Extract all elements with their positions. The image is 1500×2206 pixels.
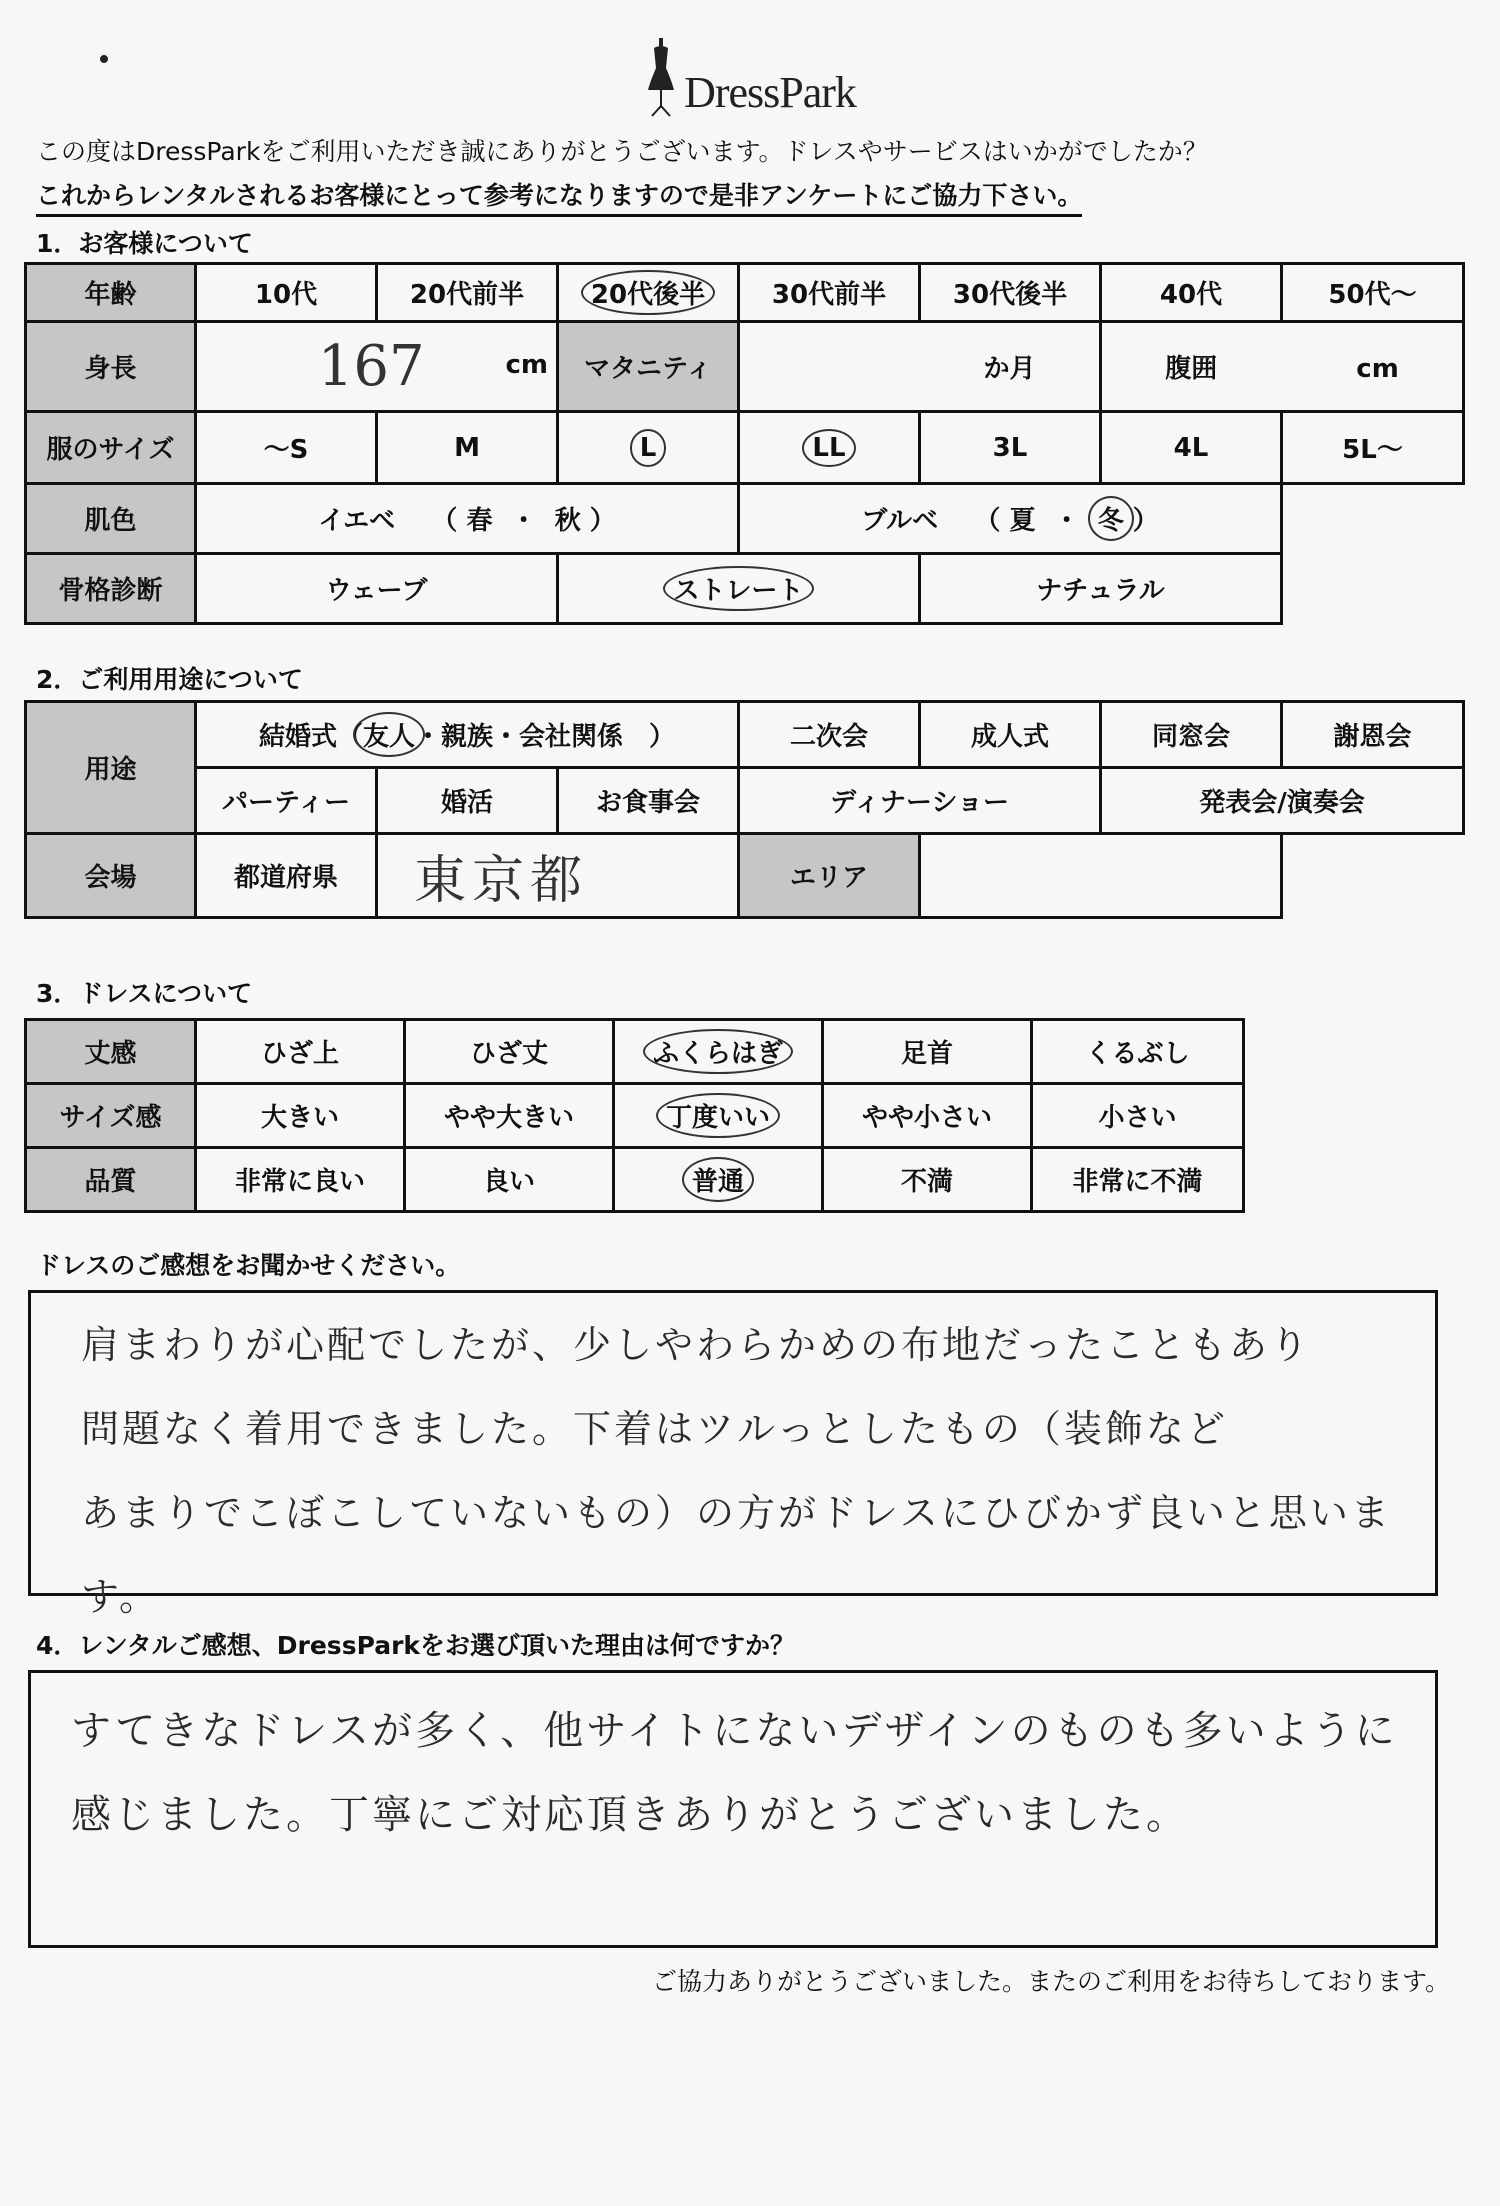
size-row xyxy=(26,412,1464,484)
paren: （ xyxy=(974,506,1001,536)
skin-yellow-label: イエベ xyxy=(318,506,396,536)
age-label: 年齢 xyxy=(26,264,196,322)
usage-row-2 xyxy=(26,768,1464,834)
usage-option[interactable]: 同窓会 xyxy=(1101,702,1282,768)
skin-row xyxy=(26,484,1464,554)
area-label: エリア xyxy=(739,834,920,918)
wedding-rest: ・親族・会社関係 ） xyxy=(415,722,676,752)
quality-label: 品質 xyxy=(26,1148,196,1212)
customer-table xyxy=(24,262,1465,625)
usage-wedding[interactable] xyxy=(196,702,739,768)
skin-option[interactable]: 夏 xyxy=(1009,506,1036,536)
paren: （ xyxy=(431,506,458,536)
size-option[interactable]: 5L～ xyxy=(1282,412,1464,484)
fit-selected-mark: 丁度いい xyxy=(666,1097,770,1134)
fit-option[interactable]: やや小さい xyxy=(823,1084,1032,1148)
quality-row xyxy=(26,1148,1244,1212)
age-option[interactable]: 30代前半 xyxy=(739,264,920,322)
waist-field[interactable] xyxy=(1101,322,1464,412)
usage-option[interactable]: 成人式 xyxy=(920,702,1101,768)
prefecture-field[interactable] xyxy=(377,834,739,918)
age-option-selected[interactable] xyxy=(558,264,739,322)
skin-option[interactable]: 秋 xyxy=(554,506,581,536)
impression-box[interactable] xyxy=(28,1290,1438,1619)
length-selected-mark: ふくらはぎ xyxy=(653,1033,783,1070)
quality-option[interactable]: 不満 xyxy=(823,1148,1032,1212)
prefecture-label: 都道府県 xyxy=(196,834,377,918)
usage-option[interactable]: 謝恩会 xyxy=(1282,702,1464,768)
age-selected-mark: 20代後半 xyxy=(591,274,705,311)
usage-label: 用途 xyxy=(26,702,196,834)
venue-row xyxy=(26,834,1464,918)
usage-option-selected[interactable]: 友人 xyxy=(363,716,415,753)
section-4-title: 4．レンタルご感想、DressParkをお選び頂いた理由は何ですか？ xyxy=(36,1631,796,1660)
skin-blue[interactable] xyxy=(739,484,1282,554)
usage-option[interactable]: 婚活 xyxy=(377,768,558,834)
fit-option[interactable]: 大きい xyxy=(196,1084,405,1148)
age-row xyxy=(26,264,1464,322)
quality-option[interactable]: 良い xyxy=(405,1148,614,1212)
skin-option[interactable]: 春 xyxy=(466,506,493,536)
footer-thanks: ご協力ありがとうございました。またのご利用をお待ちしております。 xyxy=(651,1967,1450,1996)
size-option[interactable]: 4L xyxy=(1101,412,1282,484)
size-option-selected[interactable] xyxy=(739,412,920,484)
usage-option[interactable]: 発表会/演奏会 xyxy=(1101,768,1464,834)
impression-line: 問題なく着用できました。下着はツルっとしたもの（装飾など xyxy=(81,1407,1228,1451)
section-3-title: 3．ドレスについて xyxy=(36,979,253,1008)
dress-mannequin-icon xyxy=(644,38,678,118)
separator: ・ xyxy=(510,506,537,536)
maternity-field[interactable] xyxy=(739,322,1101,412)
fit-option[interactable]: 小さい xyxy=(1032,1084,1244,1148)
frame-selected-mark: ストレート xyxy=(673,570,803,607)
usage-option[interactable]: 二次会 xyxy=(739,702,920,768)
frame-option-selected[interactable] xyxy=(558,554,920,624)
frame-label: 骨格診断 xyxy=(26,554,196,624)
size-label: 服のサイズ xyxy=(26,412,196,484)
skin-label: 肌色 xyxy=(26,484,196,554)
length-option[interactable]: 足首 xyxy=(823,1020,1032,1084)
height-value: 167 xyxy=(317,334,425,399)
reason-line: 感じました。丁寧にご対応頂きありがとうございました。 xyxy=(71,1792,1189,1838)
usage-option[interactable]: お食事会 xyxy=(558,768,739,834)
paren: ） xyxy=(1132,506,1159,536)
brand-name: DressPark xyxy=(684,68,856,117)
dress-table xyxy=(24,1018,1245,1213)
intro-line-2: これからレンタルされるお客様にとって参考になりますので是非アンケートにご協力下さい。 xyxy=(36,176,1082,217)
skin-yellow[interactable] xyxy=(196,484,739,554)
size-option-selected[interactable] xyxy=(558,412,739,484)
maternity-unit: か月 xyxy=(983,354,1036,384)
usage-option[interactable]: パーティー xyxy=(196,768,377,834)
fit-option[interactable]: やや大きい xyxy=(405,1084,614,1148)
impression-line: あまりでこぼこしていないもの）の方がドレスにひびかず良いと思います。 xyxy=(81,1491,1392,1619)
impression-line: 肩まわりが心配でしたが、少しやわらかめの布地だったこともあり xyxy=(81,1323,1312,1367)
skin-option-selected[interactable]: 冬 xyxy=(1098,500,1124,537)
length-option[interactable]: くるぶし xyxy=(1032,1020,1244,1084)
venue-label: 会場 xyxy=(26,834,196,918)
area-field[interactable] xyxy=(920,834,1282,918)
frame-option[interactable]: ナチュラル xyxy=(920,554,1282,624)
usage-table xyxy=(24,700,1465,919)
impression-title: ドレスのご感想をお聞かせください。 xyxy=(36,1251,461,1280)
waist-unit: cm xyxy=(1356,354,1399,384)
fit-label: サイズ感 xyxy=(26,1084,196,1148)
section-1-title: 1．お客様について xyxy=(36,229,253,258)
age-option[interactable]: 20代前半 xyxy=(377,264,558,322)
skin-blue-label: ブルベ xyxy=(861,506,939,536)
length-option[interactable]: ひざ丈 xyxy=(405,1020,614,1084)
quality-option[interactable]: 非常に不満 xyxy=(1032,1148,1244,1212)
size-selected-mark: LL xyxy=(812,432,846,463)
length-label: 丈感 xyxy=(26,1020,196,1084)
frame-row xyxy=(26,554,1464,624)
wedding-label: 結婚式（ xyxy=(258,722,363,752)
height-field[interactable] xyxy=(196,322,558,412)
size-option[interactable]: 3L xyxy=(920,412,1101,484)
maternity-label: マタニティ xyxy=(558,322,739,412)
separator: ・ xyxy=(1053,506,1080,536)
usage-row-1 xyxy=(26,702,1464,768)
usage-option[interactable]: ディナーショー xyxy=(739,768,1101,834)
reason-box[interactable] xyxy=(28,1670,1438,1948)
quality-option-selected[interactable] xyxy=(614,1148,823,1212)
paren: ） xyxy=(589,506,616,536)
empty-cell xyxy=(1282,484,1464,554)
height-unit: cm xyxy=(505,350,548,380)
length-option[interactable]: ひざ上 xyxy=(196,1020,405,1084)
length-option-selected[interactable] xyxy=(614,1020,823,1084)
height-label: 身長 xyxy=(26,322,196,412)
age-option[interactable]: 50代～ xyxy=(1282,264,1464,322)
frame-option[interactable]: ウェーブ xyxy=(196,554,558,624)
waist-label: 腹囲 xyxy=(1165,354,1218,384)
quality-selected-mark: 普通 xyxy=(692,1161,744,1198)
height-row xyxy=(26,322,1464,412)
empty-cell xyxy=(1282,834,1464,918)
length-row xyxy=(26,1020,1244,1084)
age-option[interactable]: 40代 xyxy=(1101,264,1282,322)
age-option[interactable]: 30代後半 xyxy=(920,264,1101,322)
size-option[interactable]: M xyxy=(377,412,558,484)
fit-option-selected[interactable] xyxy=(614,1084,823,1148)
brand-header xyxy=(0,38,1500,122)
fit-row xyxy=(26,1084,1244,1148)
size-selected-mark: L xyxy=(639,432,657,463)
intro-line-1: この度はDressParkをご利用いただき誠にありがとうございます。ドレスやサービスはいかがでしたか？ xyxy=(36,137,1208,166)
section-2-title: 2．ご利用用途について xyxy=(36,665,303,694)
prefecture-value: 東京都 xyxy=(414,851,589,911)
reason-line: すてきなドレスが多く、他サイトにないデザインのものも多いように xyxy=(71,1708,1398,1754)
size-option[interactable]: ～S xyxy=(196,412,377,484)
quality-option[interactable]: 非常に良い xyxy=(196,1148,405,1212)
empty-cell xyxy=(1282,554,1464,624)
age-option[interactable]: 10代 xyxy=(196,264,377,322)
